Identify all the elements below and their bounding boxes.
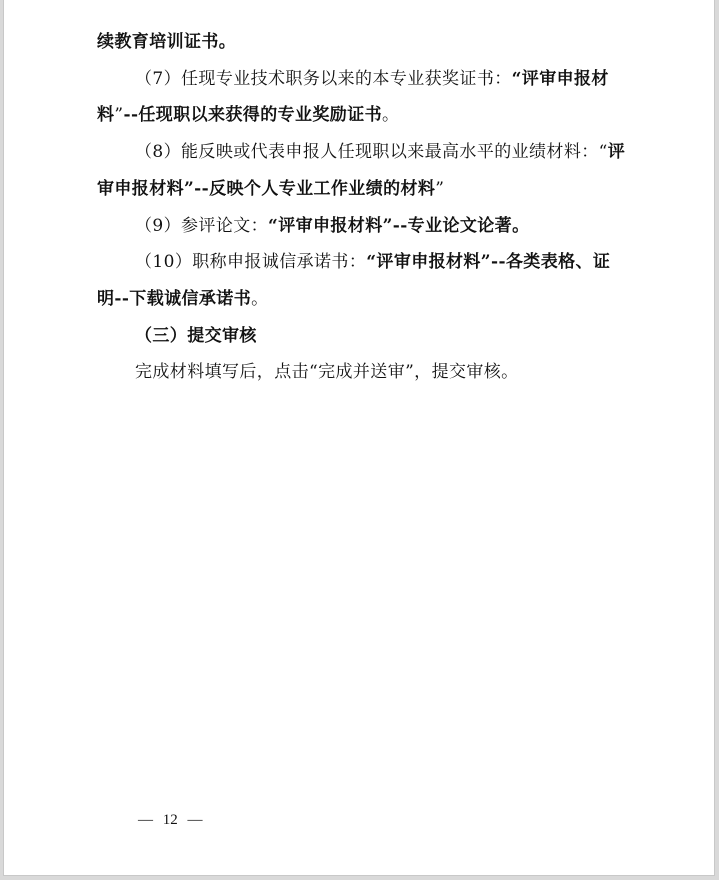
text-run: （10）职称申报诚信承诺书： [135,252,367,273]
page-footer [4,812,714,829]
text-run: --任现职以来获得的专业奖励证书 [123,105,383,126]
text-run: 。 [382,105,400,126]
text-run: 完成材料填写后，点击“完成并送审”，提交审核。 [135,362,519,383]
paragraph-item-9 [97,208,632,245]
text-run: 。 [251,288,269,309]
footer-dash-left: — [138,812,153,828]
text-line: 续教育培训证书。 [97,32,237,52]
text-run: 证明--下载诚信承诺书 [97,252,611,309]
text-run: ” [114,105,124,126]
paragraph-item-8 [97,134,632,207]
heading-text: （三）提交审核 [135,325,257,346]
paragraph-continuation [97,24,632,61]
paragraph-submit [97,354,632,391]
text-run: “评审申报材料”--专业论文论著。 [268,215,530,236]
text-run: “评审申报 [511,68,592,89]
text-run: （8）能反映或代表申报人任现职以来最高水平的业绩材料： [135,142,599,163]
paragraph-item-10 [97,244,632,317]
page-number: 12 [162,812,178,828]
text-run: “ [598,142,608,163]
text-run: （7）任现专业技术职务以来的本专业获奖证书： [135,68,512,89]
text-run: “评审申报材料”--各类表格、 [366,252,593,273]
section-heading [97,318,632,355]
footer-dash-right: — [187,812,203,828]
text-run: 评审申报材料”--反映个人专业工作业绩的材料 [97,142,626,199]
text-run: 材料 [97,68,609,126]
paragraph-item-7 [97,61,632,134]
document-page [3,0,715,876]
text-run: ” [435,178,445,199]
text-run: （9）参评论文： [135,215,269,236]
document-body [97,24,632,391]
